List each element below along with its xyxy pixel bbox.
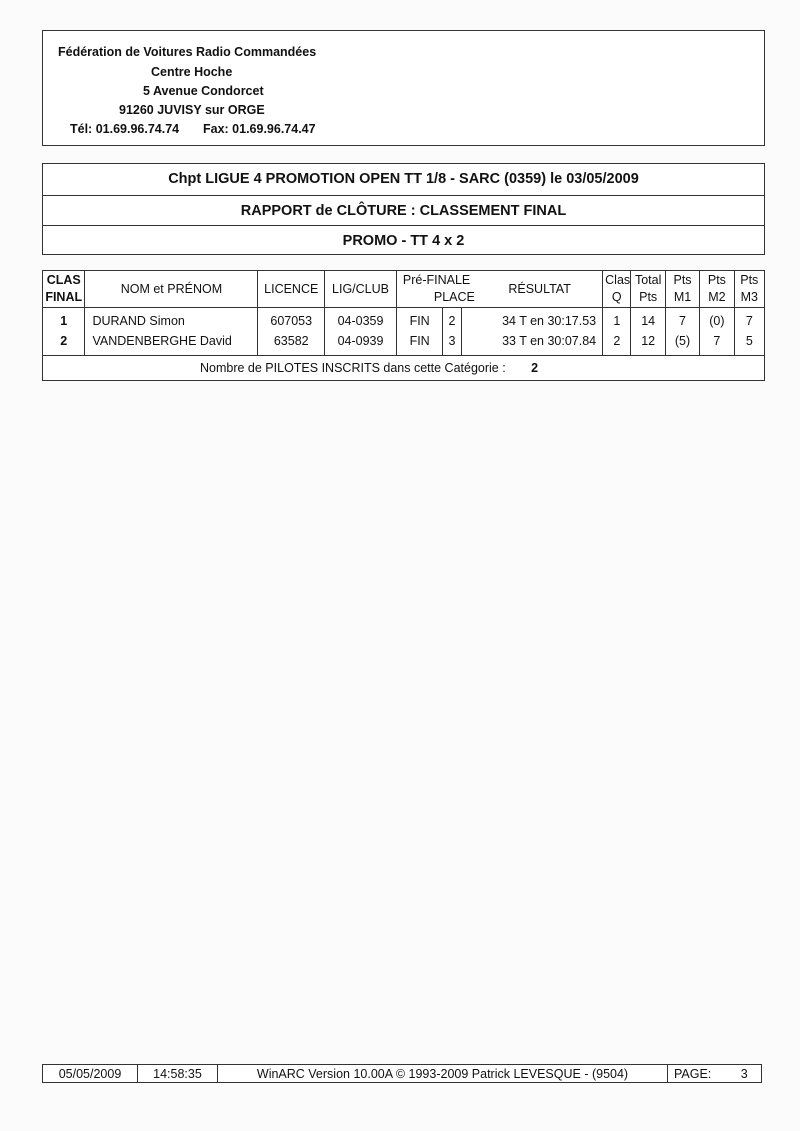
footer-page [668,1065,762,1083]
footer-page-number: 3 [740,1066,748,1081]
pilots-count-label: Nombre de PILOTES INSCRITS dans cette Catégorie : [200,361,506,375]
header-m3: Pts M3 [734,271,764,308]
cell-clas-q: 1 [603,308,631,332]
cell-result: 34 T en 30:17.53 [461,308,603,332]
footer-time: 14:58:35 [138,1065,218,1083]
footer-page-label: PAGE: [674,1066,712,1081]
cell-total: 12 [631,331,665,356]
footer-date: 05/05/2009 [43,1065,138,1083]
header-lig-club: LIG/CLUB [325,271,397,308]
cell-place: 2 [443,308,461,332]
header-prefinale: Pré-FINALE PLACE [396,271,461,308]
cell-m2: 7 [700,331,734,356]
org-center: Centre Hoche [151,65,233,79]
org-city: 91260 JUVISY sur ORGE [119,103,265,117]
header-m2: Pts M2 [700,271,734,308]
cell-prefinale: FIN [396,308,443,332]
event-title-block [42,163,765,255]
header-clas-final: CLAS FINAL [43,271,85,308]
org-fax: Fax: 01.69.96.74.47 [203,122,316,136]
org-street: 5 Avenue Condorcet [143,84,264,98]
pilots-count-row [43,356,765,381]
results-table [42,270,765,381]
pilots-count-value: 2 [531,361,539,375]
cell-licence: 63582 [258,331,325,356]
cell-rank: 2 [43,331,85,356]
header-total: Total Pts [631,271,665,308]
cell-place: 3 [443,331,461,356]
header-clas-q: Clas Q [603,271,631,308]
event-title: Chpt LIGUE 4 PROMOTION OPEN TT 1/8 - SARC (0359) le 03/05/2009 [168,171,639,187]
table-header-row [43,271,765,308]
cell-prefinale: FIN [396,331,443,356]
cell-rank: 1 [43,308,85,332]
cell-total: 14 [631,308,665,332]
cell-m3: 7 [734,308,764,332]
organization-header [42,30,765,146]
header-result: RÉSULTAT [461,271,603,308]
page-footer [42,1064,762,1083]
header-m1: Pts M1 [665,271,699,308]
cell-club: 04-0939 [325,331,397,356]
pilots-count-cell [43,356,765,381]
cell-m3: 5 [734,331,764,356]
cell-result: 33 T en 30:07.84 [461,331,603,356]
cell-name: VANDENBERGHE David [85,331,258,356]
cell-m1: (5) [665,331,699,356]
table-row [43,308,765,332]
org-phone: Tél: 01.69.96.74.74 [70,122,180,136]
org-name: Fédération de Voitures Radio Commandées [58,45,317,59]
header-name: NOM et PRÉNOM [85,271,258,308]
footer-software: WinARC Version 10.00A © 1993-2009 Patrick LEVESQUE - (9504) [218,1065,668,1083]
cell-licence: 607053 [258,308,325,332]
header-licence: LICENCE [258,271,325,308]
cell-m2: (0) [700,308,734,332]
category-title: PROMO - TT 4 x 2 [43,225,764,256]
cell-m1: 7 [665,308,699,332]
table-row [43,331,765,356]
cell-clas-q: 2 [603,331,631,356]
cell-club: 04-0359 [325,308,397,332]
cell-name: DURAND Simon [85,308,258,332]
report-title: RAPPORT de CLÔTURE : CLASSEMENT FINAL [43,195,764,226]
